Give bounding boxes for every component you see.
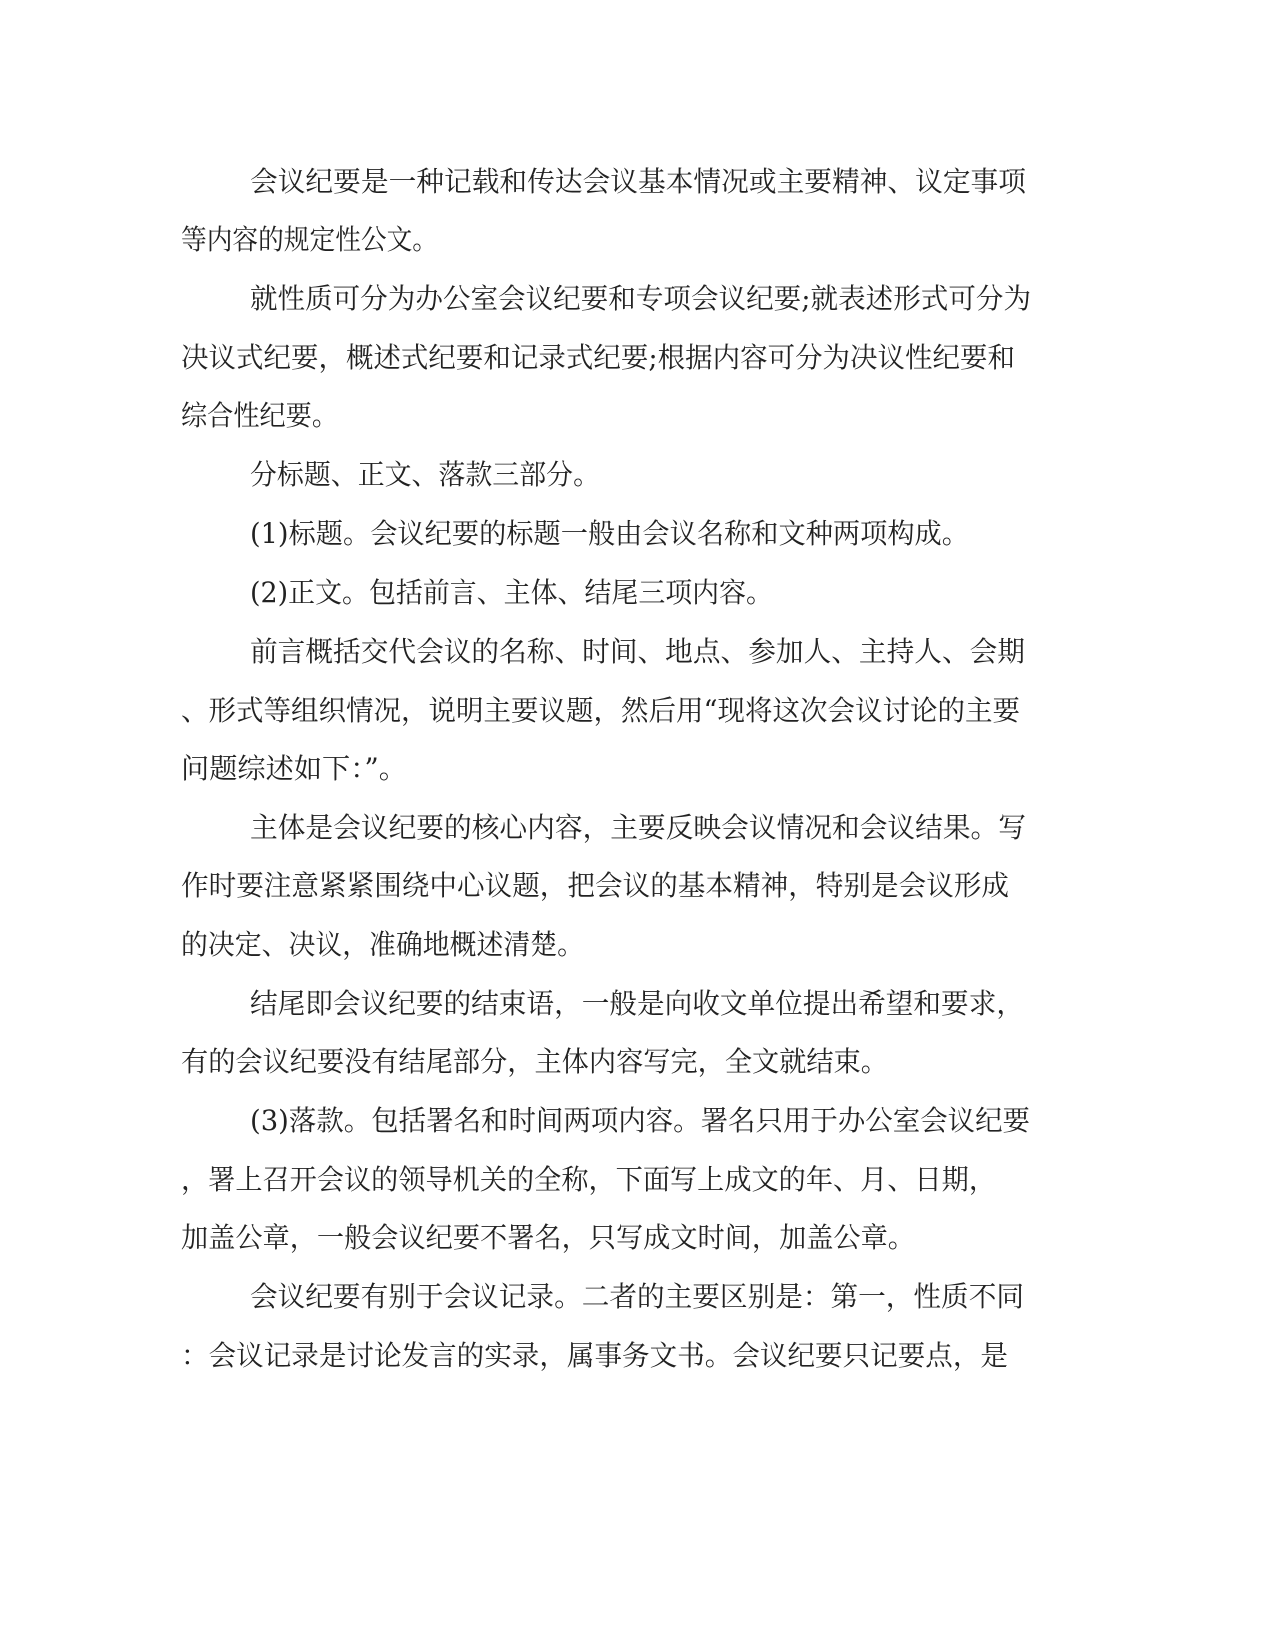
text-line xyxy=(0,1160,1275,1200)
text-line xyxy=(0,455,1275,495)
line-text: 前言概括交代会议的名称、时间、地点、参加人、主持人、会期 xyxy=(250,635,1025,668)
line-text: 会议纪要是一种记载和传达会议基本情况或主要精神、议定事项 xyxy=(250,165,1026,198)
text-line xyxy=(0,162,1275,202)
line-text: ，署上召开会议的领导机关的全称，下面写上成文的年、月、日期， xyxy=(181,1163,996,1196)
line-text: 等内容的规定性公文。 xyxy=(181,223,438,256)
text-line xyxy=(0,1101,1275,1141)
line-text: 的决定、决议，准确地概述清楚。 xyxy=(181,928,584,961)
text-line xyxy=(0,1277,1275,1317)
line-text: 综合性纪要。 xyxy=(181,399,338,432)
text-line xyxy=(0,279,1275,319)
line-text: (2)正文。包括前言、主体、结尾三项内容。 xyxy=(250,576,773,609)
text-line xyxy=(0,514,1275,554)
line-text: (1)标题。会议纪要的标题一般由会议名称和文种两项构成。 xyxy=(250,517,969,550)
text-line xyxy=(0,573,1275,613)
text-line xyxy=(0,866,1275,906)
line-text: 结尾即会议纪要的结束语，一般是向收文单位提出希望和要求， xyxy=(250,987,1024,1020)
line-text: 分标题、正文、落款三部分。 xyxy=(250,458,600,491)
text-line xyxy=(0,1218,1275,1258)
line-text: 作时要注意紧紧围绕中心议题，把会议的基本精神，特别是会议形成 xyxy=(181,869,1009,902)
text-line xyxy=(0,808,1275,848)
text-line xyxy=(0,220,1275,260)
text-line xyxy=(0,632,1275,672)
line-text: 、形式等组织情况，说明主要议题，然后用“现将这次会议讨论的主要 xyxy=(181,694,1020,727)
text-line xyxy=(0,749,1275,789)
line-text: ：会议记录是讨论发言的实录，属事务文书。会议纪要只记要点，是 xyxy=(181,1339,1008,1372)
text-line xyxy=(0,925,1275,965)
line-text: 问题综述如下：”。 xyxy=(181,752,407,785)
text-line xyxy=(0,691,1275,731)
text-line xyxy=(0,1336,1275,1376)
line-text: 加盖公章，一般会议纪要不署名，只写成文时间，加盖公章。 xyxy=(181,1221,915,1254)
text-line xyxy=(0,984,1275,1024)
line-text: 主体是会议纪要的核心内容，主要反映会议情况和会议结果。写 xyxy=(250,811,1026,844)
line-text: 就性质可分为办公室会议纪要和专项会议纪要;就表述形式可分为 xyxy=(250,282,1031,315)
line-text: 有的会议纪要没有结尾部分，主体内容写完，全文就结束。 xyxy=(181,1045,888,1078)
line-text: (3)落款。包括署名和时间两项内容。署名只用于办公室会议纪要 xyxy=(250,1104,1030,1137)
text-line xyxy=(0,396,1275,436)
text-line xyxy=(0,338,1275,378)
text-line xyxy=(0,1042,1275,1082)
line-text: 会议纪要有别于会议记录。二者的主要区别是：第一，性质不同 xyxy=(250,1280,1024,1313)
line-text: 决议式纪要，概述式纪要和记录式纪要;根据内容可分为决议性纪要和 xyxy=(181,341,1015,374)
